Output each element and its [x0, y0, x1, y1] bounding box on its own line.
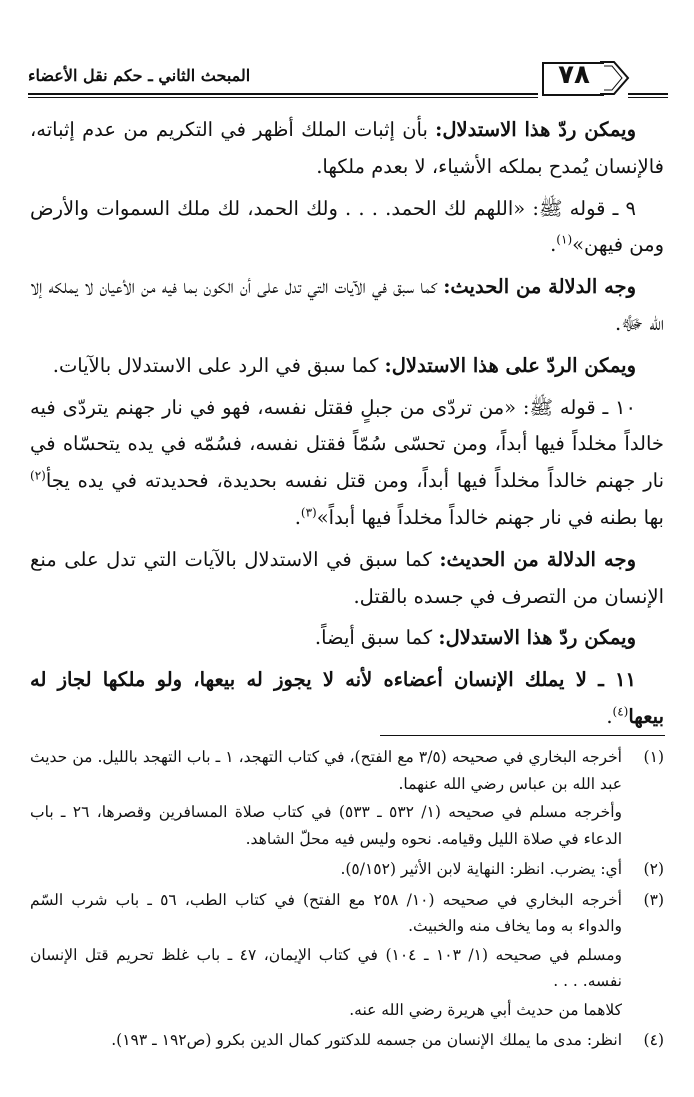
- footnote-number: (١): [643, 748, 664, 766]
- header-rule-thin: [28, 97, 538, 98]
- paragraph: [30, 191, 664, 265]
- paragraph-lead: ويمكن ردّ هذا الاستدلال:: [438, 626, 636, 650]
- page-number-ornament: [600, 58, 630, 98]
- paragraph-tail: .: [606, 704, 613, 728]
- footnote: [30, 856, 664, 885]
- paragraph: [30, 390, 664, 537]
- paragraph-text: ٩ ـ قوله ﷺ: «اللهم لك الحمد. . . . ولك الحمد، لك ملك السموات والأرض ومن فيهن»: [30, 196, 664, 257]
- footnote: [30, 887, 664, 1026]
- paragraph: [30, 542, 664, 616]
- footnote-body: [30, 1027, 622, 1056]
- paragraph-lead: ١١ ـ لا يملك الإنسان أعضاءه لأنه لا يجوز له بيعها، ولو ملكها لجاز له بيعها: [30, 668, 664, 728]
- paragraph: [30, 348, 664, 385]
- footnote-ref: (٣): [300, 505, 317, 520]
- page-number: ٧٨: [558, 60, 590, 90]
- paragraph-text-continued: بها بطنه في نار جهنم خالداً مخلداً فيها أبداً»: [316, 505, 664, 529]
- paragraph-text: بأن إثبات الملك أظهر في التكريم من عدم إثباته، فالإنسان يُمدح بملكه الأشياء، لا بعدم ملكها.: [30, 118, 664, 178]
- footnote: [30, 1027, 664, 1056]
- paragraph: [30, 662, 664, 736]
- paragraph-lead: ويمكن الردّ على هذا الاستدلال:: [384, 353, 636, 377]
- paragraph: [30, 269, 664, 343]
- footnote-body: [30, 744, 622, 854]
- paragraph: [30, 112, 664, 186]
- paragraph-lead: ويمكن ردّ هذا الاستدلال:: [435, 118, 636, 141]
- footnote-line: أخرجه البخاري في صحيحه (٣/٥ مع الفتح)، في كتاب التهجد، ١ ـ باب التهجد بالليل. من حديث عبد الله بن عباس رضي الله عنهما.: [30, 748, 622, 793]
- footnote-number: (٢): [643, 860, 664, 878]
- header-rule: [28, 93, 538, 95]
- paragraph-tail: .: [550, 233, 557, 257]
- paragraph-text: كما سبق في الاستدلال بالآيات التي تدل على منع الإنسان من التصرف في جسده بالقتل.: [30, 547, 664, 608]
- page-number-frame: [542, 58, 628, 92]
- footnote-line: أخرجه البخاري في صحيحه (١٠/ ٢٥٨ مع الفتح) في كتاب الطب، ٥٦ ـ باب شرب السّم والدواء به وما يخاف منه والخبيث.: [30, 890, 622, 935]
- footnote-line: انظر: مدى ما يملك الإنسان من جسمه للدكتور كمال الدين بكرو (ص١٩٢ ـ ١٩٣).: [111, 1031, 622, 1049]
- footnotes: [30, 744, 664, 1058]
- footnote-separator: [380, 735, 665, 736]
- header-rule-right: [628, 93, 668, 95]
- header-rule-right-thin: [628, 97, 668, 98]
- footnote-ref: (٢): [30, 468, 46, 483]
- footnote-number: (٣): [643, 890, 664, 909]
- footnote-line: كلاهما من حديث أبي هريرة رضي الله عنه.: [349, 1000, 622, 1019]
- running-title: المبحث الثاني ـ حكم نقل الأعضاء: [28, 66, 251, 85]
- footnote: [30, 744, 664, 854]
- paragraph-lead: وجه الدلالة من الحديث:: [439, 547, 636, 571]
- paragraph-lead: وجه الدلالة من الحديث:: [443, 275, 636, 299]
- paragraph-text: كما سبق أيضاً.: [314, 626, 439, 650]
- paragraph-text: ١٠ ـ قوله ﷺ: «من تردّى من جبلٍ فقتل نفسه، فهو في نار جهنم يتردّى فيه خالداً مخلداً فيها أبداً، ومن تحسّى سُمّاً فقتل نفسه، فسُمّه في يده يتحسّاه في نار جهنم خالداً مخلداً فيها أبداً، ومن قتل نفسه بحديدة، فحديدته في يده يجأ: [30, 395, 664, 493]
- footnote-body: [30, 887, 622, 1026]
- page-header: [28, 58, 668, 98]
- footnote-body: [30, 856, 622, 885]
- footnote-ref: (١): [556, 232, 573, 247]
- footnote-number: (٤): [643, 1031, 664, 1049]
- footnote-line: أي: يضرب. انظر: النهاية لابن الأثير (٥/١٥٢).: [340, 860, 622, 878]
- footnote-ref: (٤): [612, 704, 629, 719]
- footnote-line: ومسلم في صحيحه (١/ ١٠٣ ـ ١٠٤) في كتاب الإيمان، ٤٧ ـ باب غلظ تحريم قتل الإنسان نفسه. . . .: [30, 945, 622, 990]
- paragraph-text: كما سبق في الآيات التي تدل على أن الكون بما فيه من الأعيان لا يملكه إلا الله ﷻ.: [30, 275, 664, 335]
- paragraph-text: كما سبق في الرد على الاستدلال بالآيات.: [52, 353, 385, 377]
- paragraph-tail: .: [294, 505, 301, 529]
- paragraph: [30, 620, 664, 657]
- footnote-line: وأخرجه مسلم في صحيحه (١/ ٥٣٢ ـ ٥٣٣) في كتاب صلاة المسافرين وقصرها، ٢٦ ـ باب الدعاء في صلاة الليل وقيامه. نحوه وليس فيه محلّ الشاهد.: [30, 803, 622, 848]
- main-text: [30, 112, 664, 741]
